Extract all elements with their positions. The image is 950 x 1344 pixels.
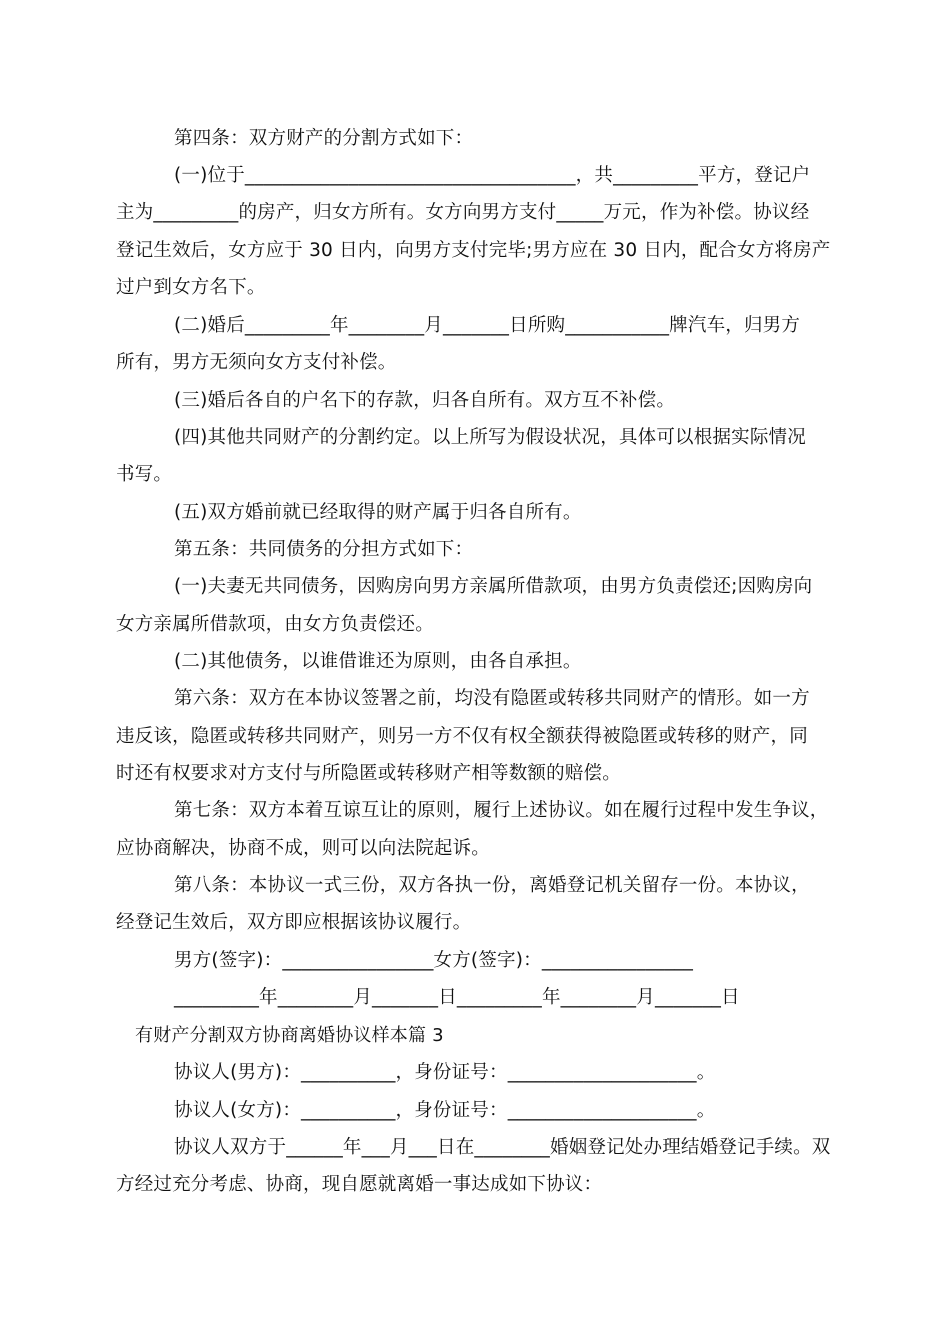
- article-4-item-5: (五)双方婚前就已经取得的财产属于归各自所有。: [174, 502, 582, 523]
- article-4-item-1-cont: 主为_________的房产，归女方所有。女方向男方支付_____万元，作为补偿。协议经: [116, 202, 810, 223]
- article-5-item-1-cont: 女方亲属所借款项，由女方负责偿还。: [116, 614, 434, 635]
- marriage-registration-cont: 方经过充分考虑、协商，现自愿就离婚一事达成如下协议：: [116, 1174, 603, 1195]
- article-6: 第六条：双方在本协议签署之前，均没有隐匿或转移共同财产的情形。如一方: [174, 688, 810, 709]
- article-5-heading: 第五条：共同债务的分担方式如下：: [174, 539, 474, 560]
- party-female-line: 协议人(女方)：__________，身份证号：____________________。: [174, 1100, 716, 1121]
- article-6-cont: 违反该，隐匿或转移共同财产，则另一方不仅有权全额获得被隐匿或转移的财产，同: [116, 726, 808, 747]
- article-4-item-2: (二)婚后_________年________月_______日所购___________牌汽车，归男方: [174, 315, 801, 336]
- date-line: _________年________月_______日_________年________月_______日: [174, 987, 740, 1008]
- article-4-item-1: (一)位于___________________________________，共_________平方，登记户: [174, 165, 811, 186]
- section-title: 有财产分割双方协商离婚协议样本篇 3: [135, 1025, 444, 1046]
- marriage-registration-line: 协议人双方于______年___月___日在________婚姻登记处办理结婚登记手续。双: [174, 1137, 831, 1158]
- article-7: 第七条：双方本着互谅互让的原则，履行上述协议。如在履行过程中发生争议，: [174, 800, 829, 821]
- article-6-cont: 时还有权要求对方支付与所隐匿或转移财产相等数额的赔偿。: [116, 763, 621, 784]
- article-5-item-1: (一)夫妻无共同债务，因购房向男方亲属所借款项，由男方负责偿还;因购房向: [174, 576, 813, 597]
- article-7-cont: 应协商解决，协商不成，则可以向法院起诉。: [116, 838, 491, 859]
- article-5-item-2: (二)其他债务，以谁借谁还为原则，由各自承担。: [174, 651, 582, 672]
- article-4-item-4: (四)其他共同财产的分割约定。以上所写为假设状况，具体可以根据实际情况: [174, 427, 806, 448]
- article-4-heading: 第四条：双方财产的分割方式如下：: [174, 128, 474, 149]
- article-4-item-3: (三)婚后各自的户名下的存款，归各自所有。双方互不补偿。: [174, 390, 676, 411]
- article-8: 第八条：本协议一式三份，双方各执一份，离婚登记机关留存一份。本协议，: [174, 875, 810, 896]
- article-8-cont: 经登记生效后，双方即应根据该协议履行。: [116, 912, 472, 933]
- article-4-item-4-cont: 书写。: [116, 464, 173, 485]
- article-4-item-2-cont: 所有，男方无须向女方支付补偿。: [116, 352, 397, 373]
- signature-line: 男方(签字)：________________女方(签字)：________________: [174, 950, 694, 971]
- party-male-line: 协议人(男方)：__________，身份证号：____________________。: [174, 1062, 716, 1083]
- article-4-item-1-cont: 登记生效后，女方应于 30 日内，向男方支付完毕;男方应在 30 日内，配合女方将房产: [116, 240, 831, 261]
- article-4-item-1-cont: 过户到女方名下。: [116, 277, 266, 298]
